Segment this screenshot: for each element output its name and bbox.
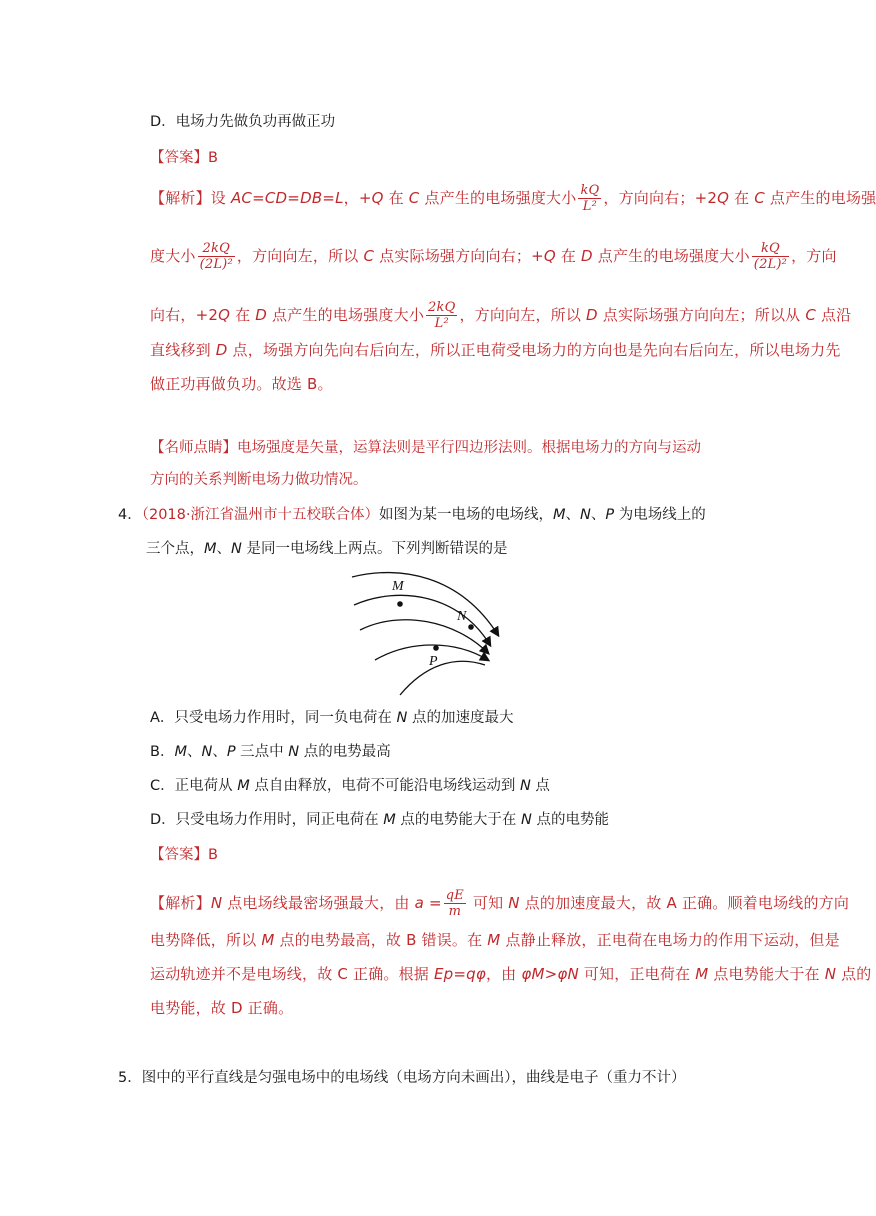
label-n: N bbox=[457, 609, 467, 624]
q4-stem-line1: 4．（2018·浙江省温州市十五校联合体）如图为某一电场的电场线，M、N、P 为电场线上的 bbox=[118, 507, 706, 523]
q4-analysis-line1: 【解析】N 点电场线最密场强最大，由 a = $\frac{qE}{m}$ 可知 N 点的加速度最大，故 A 正确。顺着电场线的方向 bbox=[150, 888, 850, 919]
electric-field-lines-figure bbox=[340, 565, 520, 700]
q3-analysis-line4: 直线移到 D 点，场强方向先向右后向左，所以正电荷受电场力的方向也是先向右后向左，所以电场力先 bbox=[150, 341, 841, 359]
q4-option-d: D．只受电场力作用时，同正电荷在 M 点的电势能大于在 N 点的电势能 bbox=[150, 812, 609, 828]
field-line-5 bbox=[400, 661, 485, 695]
q3-option-d: D．电场力先做负功再做正功 bbox=[150, 114, 336, 130]
q4-option-a: A．只受电场力作用时，同一负电荷在 N 点的加速度最大 bbox=[150, 710, 514, 726]
q5-stem: 5．图中的平行直线是匀强电场中的电场线（电场方向未画出），曲线是电子（重力不计） bbox=[118, 1070, 686, 1086]
q3-tip-line1: 【名师点睛】电场强度是矢量，运算法则是平行四边形法则。根据电场力的方向与运动 bbox=[150, 440, 701, 456]
fraction-kq-over-2l2: $\frac{kQ}{\text{(2L)²}}$ bbox=[753, 241, 788, 272]
q4-analysis-line3: 运动轨迹并不是电场线，故 C 正确。根据 Ep=qφ，由 φM>φN 可知，正电荷在 M 点电势能大于在 N 点的 bbox=[150, 965, 872, 983]
q4-analysis-line2: 电势降低，所以 M 点的电势最高，故 B 错误。在 M 点静止释放，正电荷在电场力的作用下运动，但是 bbox=[150, 931, 840, 949]
label-p: P bbox=[429, 654, 438, 669]
q3-analysis-line1: 【解析】设 AC=CD=DB=L，+Q 在 C 点产生的电场强度大小 $\frac{kQ}{\text{L²}}$ ，方向向右；+2Q 在 C 点产生的电场强 bbox=[150, 183, 876, 214]
q3-answer: 【答案】B bbox=[150, 150, 218, 166]
fraction-2kq-over-2l2: $\frac{2kQ}{\text{(2L)²}}$ bbox=[199, 241, 233, 272]
point-m bbox=[397, 601, 403, 607]
point-n bbox=[468, 624, 474, 630]
point-p bbox=[433, 645, 439, 651]
fraction-2kq-over-l2: $\frac{2kQ}{\text{L²}}$ bbox=[428, 300, 456, 331]
q3-analysis-line2: 度大小 $\frac{2kQ}{\text{(2L)²}}$ ，方向向左，所以 C 点实际场强方向向右；+Q 在 D 点产生的电场强度大小 $\frac{kQ}{\text{(2L)²}}$ ，方向 bbox=[150, 241, 837, 272]
q4-option-b: B．M、N、P 三点中 N 点的电势最高 bbox=[150, 744, 391, 760]
field-line-3 bbox=[360, 620, 488, 653]
fraction-qe-over-m: $\frac{qE}{m}$ bbox=[445, 888, 464, 919]
q4-option-c: C．正电荷从 M 点自由释放，电荷不可能沿电场线运动到 N 点 bbox=[150, 778, 550, 794]
fraction-kq-over-l2: $\frac{kQ}{\text{L²}}$ bbox=[580, 183, 600, 214]
q4-source: （2018·浙江省温州市十五校联合体） bbox=[141, 507, 379, 523]
q3-analysis-line3: 向右，+2Q 在 D 点产生的电场强度大小 $\frac{2kQ}{\text{L²}}$ ，方向向左，所以 D 点实际场强方向向左；所以从 C 点沿 bbox=[150, 300, 852, 331]
q3-tip-line2: 方向的关系判断电场力做功情况。 bbox=[150, 472, 368, 488]
q4-analysis-line4: 电势能，故 D 正确。 bbox=[150, 999, 294, 1017]
q4-stem-line2: 三个点，M、N 是同一电场线上两点。下列判断错误的是 bbox=[146, 541, 508, 557]
q4-answer: 【答案】B bbox=[150, 847, 218, 863]
label-m: M bbox=[392, 579, 404, 594]
q3-analysis-line5: 做正功再做负功。故选 B。 bbox=[150, 375, 333, 393]
